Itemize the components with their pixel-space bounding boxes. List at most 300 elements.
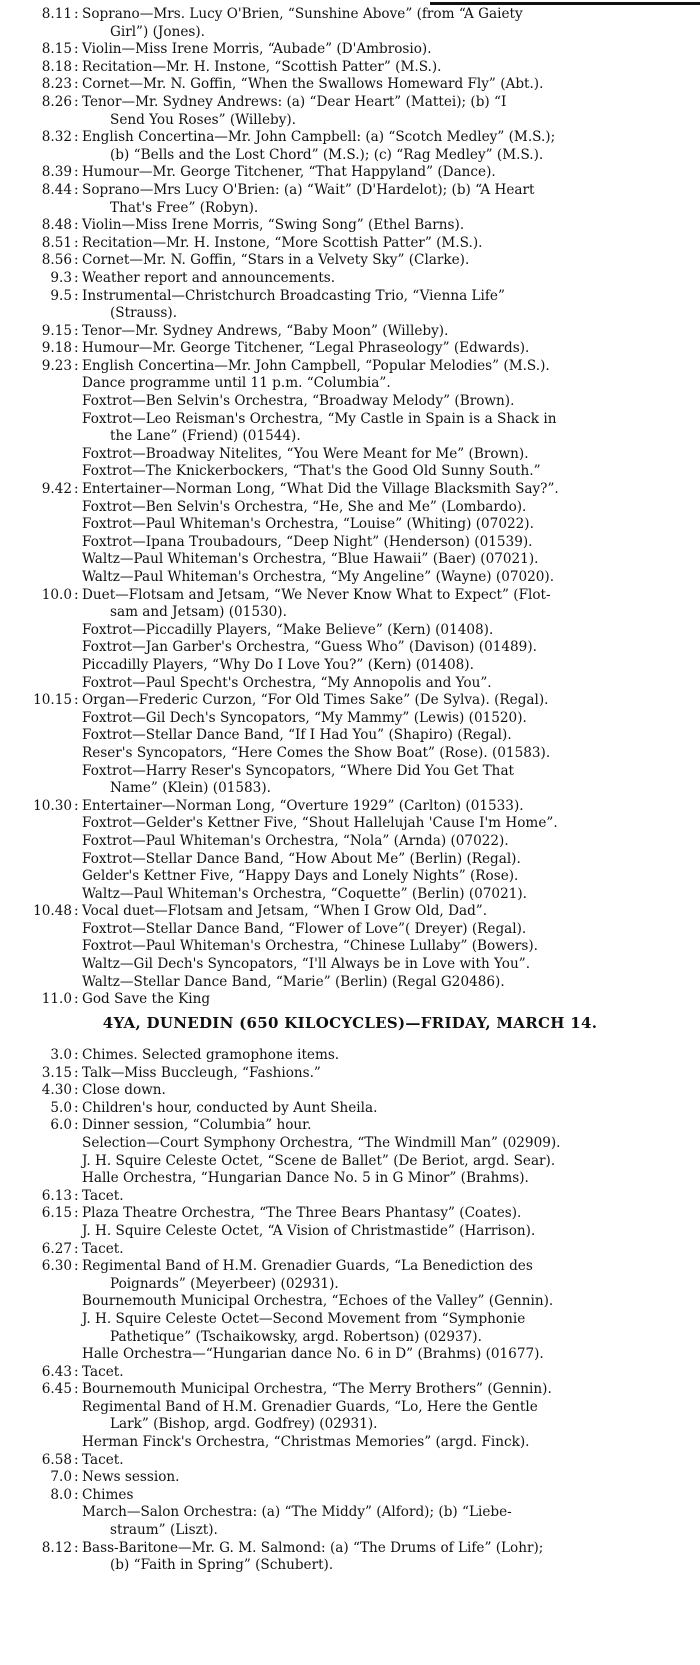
entry-line: Reser's Syncopators, “Here Comes the Show Boat” (Rose). (01583). [82, 744, 551, 761]
entry-text [82, 1540, 700, 1575]
entry-text [82, 446, 700, 464]
program-entry [0, 974, 700, 992]
program-entry [0, 252, 700, 270]
entry-text [82, 323, 700, 341]
program-entry [0, 393, 700, 411]
entry-line: Recitation—Mr. H. Instone, “Scottish Patter” (M.S.). [82, 58, 442, 75]
entry-line: Violin—Miss Irene Morris, “Aubade” (D'Ambrosio). [82, 41, 432, 58]
entry-time: 6.13 [41, 1187, 72, 1204]
program-entry [0, 1047, 700, 1065]
entry-text [82, 1135, 700, 1153]
entry-line: (b) “Bells and the Lost Chord” (M.S.); (c) “Rag Medley” (M.S.). [110, 146, 544, 163]
entry-line: Foxtrot—Stellar Dance Band, “Flower of Love”( Dreyer) (Regal). [82, 920, 527, 937]
entry-line: Soprano—Mrs. Lucy O'Brien, “Sunshine Above” (from “A Gaiety [82, 6, 523, 22]
entry-text [82, 1082, 700, 1100]
entry-text [82, 1504, 700, 1539]
entry-text [82, 340, 700, 358]
entry-line: J. H. Squire Celeste Octet, “Scene de Ballet” (De Beriot, argd. Sear). [82, 1152, 556, 1169]
entry-text [82, 1223, 700, 1241]
program-entry [0, 1082, 700, 1100]
time-separator: : [74, 6, 79, 22]
entry-line: English Concertina—Mr. John Campbell: (a) “Scotch Medley” (M.S.); [82, 129, 556, 146]
program-entry [0, 921, 700, 939]
time-separator: : [74, 93, 79, 110]
time-separator: : [74, 1469, 79, 1486]
entry-time: 8.39 [41, 164, 72, 181]
program-entry [0, 1346, 700, 1364]
entry-text [82, 1346, 700, 1364]
program-entry [0, 534, 700, 552]
entry-text [82, 288, 700, 323]
entry-text [82, 851, 700, 869]
entry-text [82, 639, 700, 657]
program-entry [0, 358, 700, 376]
program-entry [0, 1258, 700, 1293]
entry-time: 8.18 [41, 58, 72, 75]
entry-text [82, 798, 700, 816]
entry-time: 8.15 [41, 41, 72, 58]
entry-text [82, 1170, 700, 1188]
program-entry [0, 288, 700, 323]
entry-time: 8.26 [41, 93, 72, 110]
entry-text [82, 534, 700, 552]
program-entry [0, 235, 700, 253]
entry-line: Bass-Baritone—Mr. G. M. Salmond: (a) “The Drums of Life” (Lohr); [82, 1539, 544, 1556]
program-entry [0, 903, 700, 921]
entry-line: Tacet. [82, 1240, 124, 1257]
program-entry [0, 1241, 700, 1259]
entry-line: Bournemouth Municipal Orchestra, “The Merry Brothers” (Gennin). [82, 1381, 552, 1398]
entry-line: Vocal duet—Flotsam and Jetsam, “When I Grow Old, Dad”. [82, 903, 488, 920]
program-entry [0, 1223, 700, 1241]
entry-text [82, 763, 700, 798]
entry-text [82, 516, 700, 534]
entry-text [82, 1065, 700, 1083]
entry-line: Halle Orchestra, “Hungarian Dance No. 5 in G Minor” (Brahms). [82, 1170, 529, 1187]
program-entry [0, 411, 700, 446]
program-entry [0, 675, 700, 693]
entry-line: March—Salon Orchestra: (a) “The Middy” (Alford); (b) “Liebe- [82, 1504, 512, 1521]
entry-time: 10.30 [33, 797, 72, 814]
entry-line: Entertainer—Norman Long, “Overture 1929” (Carlton) (01533). [82, 797, 524, 814]
time-separator: : [74, 1205, 79, 1222]
entry-time: 8.23 [41, 76, 72, 93]
entry-text [82, 1205, 700, 1223]
entry-text [82, 393, 700, 411]
entry-time: 8.11 [41, 6, 72, 22]
entry-line: Pathetique” (Tschaikowsky, argd. Robertson) (02937). [110, 1328, 482, 1345]
entry-line: Foxtrot—Jan Garber's Orchestra, “Guess Who” (Davison) (01489). [82, 639, 537, 656]
entry-text [82, 6, 700, 41]
entry-text [82, 1452, 700, 1470]
entry-time: 9.42 [41, 481, 72, 498]
program-entry [0, 1311, 700, 1346]
entry-text [82, 94, 700, 129]
entry-line: Tenor—Mr. Sydney Andrews, “Baby Moon” (Willeby). [82, 322, 449, 339]
program-list-top [0, 6, 700, 1009]
entry-line: Tacet. [82, 1451, 124, 1468]
entry-text [82, 657, 700, 675]
entry-time: 3.0 [50, 1047, 72, 1063]
entry-line: Foxtrot—Paul Whiteman's Orchestra, “Louise” (Whiting) (07022). [82, 516, 534, 533]
program-entry [0, 851, 700, 869]
time-separator: : [74, 1064, 79, 1081]
program-entry [0, 727, 700, 745]
entry-time: 6.58 [41, 1451, 72, 1468]
program-entry [0, 1452, 700, 1470]
entry-line: Humour—Mr. George Titchener, “That Happyland” (Dance). [82, 164, 496, 181]
program-entry [0, 1205, 700, 1223]
time-separator: : [74, 1486, 79, 1503]
entry-line: Close down. [82, 1082, 166, 1099]
entry-line: Foxtrot—Ipana Troubadours, “Deep Night” (Henderson) (01539). [82, 533, 533, 550]
program-entry [0, 1293, 700, 1311]
entry-text [82, 463, 700, 481]
entry-line: Tacet. [82, 1187, 124, 1204]
entry-time: 6.30 [41, 1258, 72, 1275]
entry-time: 8.56 [41, 252, 72, 269]
program-entry [0, 463, 700, 481]
program-entry [0, 182, 700, 217]
program-entry [0, 956, 700, 974]
station-heading: 4YA, DUNEDIN (650 KILOCYCLES)—FRIDAY, MARCH 14. [102, 1014, 598, 1032]
entry-time: 8.44 [41, 181, 72, 198]
entry-line: Bournemouth Municipal Orchestra, “Echoes of the Valley” (Gennin). [82, 1293, 554, 1310]
entry-text [82, 921, 700, 939]
time-separator: : [74, 1363, 79, 1380]
program-entry [0, 833, 700, 851]
program-entry [0, 622, 700, 640]
entry-line: God Save the King [82, 991, 211, 1008]
entry-line: Regimental Band of H.M. Grenadier Guards, “Lo, Here the Gentle [82, 1398, 538, 1415]
entry-line: Foxtrot—Paul Specht's Orchestra, “My Annopolis and You”. [82, 674, 492, 691]
entry-line: Waltz—Gil Dech's Syncopators, “I'll Always be in Love with You”. [82, 956, 531, 973]
entry-line: Send You Roses” (Willeby). [110, 111, 297, 128]
entry-line: Halle Orchestra—“Hungarian dance No. 6 in D” (Brahms) (01677). [82, 1346, 544, 1363]
time-separator: : [74, 1451, 79, 1468]
entry-time: 8.12 [41, 1539, 72, 1556]
entry-line: Foxtrot—The Knickerbockers, “That's the Good Old Sunny South.” [82, 463, 541, 480]
entry-line: Recitation—Mr. H. Instone, “More Scottish Patter” (M.S.). [82, 234, 483, 251]
entry-text [82, 270, 700, 288]
time-separator: : [74, 1117, 79, 1134]
program-entry [0, 1135, 700, 1153]
time-separator: : [74, 181, 79, 198]
time-separator: : [74, 1258, 79, 1275]
time-separator: : [74, 41, 79, 58]
program-entry [0, 657, 700, 675]
entry-text [82, 217, 700, 235]
entry-line: Tacet. [82, 1363, 124, 1380]
time-separator: : [74, 269, 79, 286]
program-entry [0, 516, 700, 534]
entry-line: Foxtrot—Gelder's Kettner Five, “Shout Hallelujah 'Cause I'm Home”. [82, 815, 558, 832]
entry-text [82, 903, 700, 921]
entry-line: J. H. Squire Celeste Octet—Second Movement from “Symphonie [82, 1310, 526, 1327]
entry-text [82, 675, 700, 693]
entry-text [82, 41, 700, 59]
entry-time: 6.45 [41, 1381, 72, 1398]
entry-text [82, 727, 700, 745]
entry-time: 8.0 [50, 1486, 72, 1503]
entry-text [82, 974, 700, 992]
entry-line: Duet—Flotsam and Jetsam, “We Never Know What to Expect” (Flot- [82, 586, 551, 603]
program-entry [0, 59, 700, 77]
program-entry [0, 446, 700, 464]
entry-line: sam and Jetsam) (01530). [110, 604, 287, 621]
entry-line: Lark” (Bishop, argd. Godfrey) (02931). [110, 1416, 378, 1433]
program-entry [0, 1170, 700, 1188]
entry-line: That's Free” (Robyn). [110, 199, 259, 216]
time-separator: : [74, 58, 79, 75]
entry-time: 9.18 [41, 340, 72, 357]
entry-text [82, 1364, 700, 1382]
program-entry [0, 587, 700, 622]
entry-line: Instrumental—Christchurch Broadcasting Trio, “Vienna Life” [82, 287, 505, 304]
program-entry [0, 1153, 700, 1171]
program-entry [0, 1540, 700, 1575]
entry-text [82, 692, 700, 710]
entry-text [82, 182, 700, 217]
program-entry [0, 94, 700, 129]
time-separator: : [74, 1187, 79, 1204]
entry-line: Soprano—Mrs Lucy O'Brien: (a) “Wait” (D'Hardelot); (b) “A Heart [82, 181, 535, 198]
entry-text [82, 622, 700, 640]
entry-line: Selection—Court Symphony Orchestra, “The Windmill Man” (02909). [82, 1134, 561, 1151]
entry-time: 5.0 [50, 1099, 72, 1116]
entry-time: 7.0 [50, 1469, 72, 1486]
program-entry [0, 1117, 700, 1135]
entry-text [82, 499, 700, 517]
program-entry [0, 340, 700, 358]
time-separator: : [74, 1381, 79, 1398]
entry-time: 10.15 [33, 692, 72, 709]
entry-time: 6.15 [41, 1205, 72, 1222]
entry-line: Dance programme until 11 p.m. “Columbia”. [82, 375, 391, 392]
entry-line: Name” (Klein) (01583). [110, 780, 271, 797]
entry-time: 3.15 [41, 1064, 72, 1081]
entry-text [82, 991, 700, 1009]
entry-text [82, 815, 700, 833]
entry-text [82, 1399, 700, 1434]
entry-line: Cornet—Mr. N. Goffin, “Stars in a Velvety Sky” (Clarke). [82, 252, 470, 269]
program-entry [0, 1434, 700, 1452]
entry-text [82, 1153, 700, 1171]
entry-line: Herman Finck's Orchestra, “Christmas Memories” (argd. Finck). [82, 1434, 530, 1451]
program-entry [0, 6, 700, 41]
program-entry [0, 710, 700, 728]
entry-line: Violin—Miss Irene Morris, “Swing Song” (Ethel Barns). [82, 217, 465, 234]
entry-line: Foxtrot—Piccadilly Players, “Make Believe” (Kern) (01408). [82, 621, 494, 638]
program-entry [0, 798, 700, 816]
time-separator: : [74, 129, 79, 146]
entry-line: News session. [82, 1469, 180, 1486]
entry-text [82, 235, 700, 253]
entry-text [82, 1241, 700, 1259]
entry-time: 9.3 [50, 269, 72, 286]
program-entry [0, 886, 700, 904]
entry-line: Girl”) (Jones). [110, 23, 205, 40]
time-separator: : [74, 76, 79, 93]
time-separator: : [74, 1099, 79, 1116]
entry-line: Waltz—Paul Whiteman's Orchestra, “My Angeline” (Wayne) (07020). [82, 569, 555, 585]
entry-line: the Lane” (Friend) (01544). [110, 428, 301, 445]
entry-text [82, 1188, 700, 1206]
entry-line: Talk—Miss Buccleugh, “Fashions.” [82, 1064, 321, 1081]
entry-line: Plaza Theatre Orchestra, “The Three Bears Phantasy” (Coates). [82, 1205, 522, 1222]
entry-line: Waltz—Paul Whiteman's Orchestra, “Coquette” (Berlin) (07021). [82, 885, 527, 902]
entry-line: Foxtrot—Ben Selvin's Orchestra, “He, She and Me” (Lombardo). [82, 498, 527, 515]
entry-text [82, 411, 700, 446]
entry-time: 6.0 [50, 1117, 72, 1134]
entry-time: 9.23 [41, 357, 72, 374]
entry-line: Waltz—Paul Whiteman's Orchestra, “Blue Hawaii” (Baer) (07021). [82, 551, 539, 568]
program-entry [0, 41, 700, 59]
entry-text [82, 1311, 700, 1346]
entry-text [82, 886, 700, 904]
time-separator: : [74, 991, 79, 1008]
program-entry [0, 76, 700, 94]
entry-line: Foxtrot—Paul Whiteman's Orchestra, “Nola” (Arnda) (07022). [82, 832, 509, 849]
program-entry [0, 938, 700, 956]
entry-time: 8.32 [41, 129, 72, 146]
program-entry [0, 129, 700, 164]
entry-time: 6.27 [41, 1240, 72, 1257]
program-entry [0, 1381, 700, 1399]
entry-line: Organ—Frederic Curzon, “For Old Times Sake” (De Sylva). (Regal). [82, 692, 549, 709]
entry-line: English Concertina—Mr. John Campbell, “Popular Melodies” (M.S.). [82, 357, 550, 374]
time-separator: : [74, 164, 79, 181]
entry-text [82, 358, 700, 376]
time-separator: : [74, 322, 79, 339]
entry-line: Foxtrot—Gil Dech's Syncopators, “My Mammy” (Lewis) (01520). [82, 709, 527, 726]
entry-line: Regimental Band of H.M. Grenadier Guards, “La Benediction des [82, 1258, 533, 1275]
entry-text [82, 252, 700, 270]
time-separator: : [74, 481, 79, 498]
time-separator: : [74, 903, 79, 920]
time-separator: : [74, 692, 79, 709]
program-list-dunedin [0, 1047, 700, 1575]
entry-time: 9.15 [41, 322, 72, 339]
entry-line: Waltz—Stellar Dance Band, “Marie” (Berlin) (Regal G20486). [82, 973, 505, 990]
program-entry [0, 270, 700, 288]
time-separator: : [74, 1082, 79, 1099]
time-separator: : [74, 252, 79, 269]
program-entry [0, 551, 700, 569]
entry-text [82, 868, 700, 886]
entry-line: J. H. Squire Celeste Octet, “A Vision of Christmastide” (Harrison). [82, 1222, 536, 1239]
entry-time: 4.30 [41, 1082, 72, 1099]
entry-text [82, 551, 700, 569]
entry-line: Chimes [82, 1486, 134, 1503]
program-entry [0, 1065, 700, 1083]
program-entry [0, 164, 700, 182]
program-entry [0, 323, 700, 341]
time-separator: : [74, 234, 79, 251]
entry-text [82, 569, 700, 587]
entry-text [82, 76, 700, 94]
program-entry [0, 815, 700, 833]
entry-line: Foxtrot—Stellar Dance Band, “If I Had You” (Shapiro) (Regal). [82, 727, 512, 744]
program-entry [0, 1399, 700, 1434]
entry-line: Gelder's Kettner Five, “Happy Days and Lonely Nights” (Rose). [82, 868, 519, 885]
entry-line: Piccadilly Players, “Why Do I Love You?” (Kern) (01408). [82, 656, 474, 673]
entry-text [82, 129, 700, 164]
program-entry [0, 481, 700, 499]
entry-text [82, 587, 700, 622]
entry-line: Entertainer—Norman Long, “What Did the Village Blacksmith Say?”. [82, 481, 559, 498]
time-separator: : [74, 586, 79, 603]
entry-text [82, 938, 700, 956]
program-entry [0, 692, 700, 710]
entry-line: Chimes. Selected gramophone items. [82, 1047, 340, 1063]
entry-line: (Strauss). [110, 305, 178, 322]
program-entry [0, 1364, 700, 1382]
entry-text [82, 1293, 700, 1311]
entry-line: Tenor—Mr. Sydney Andrews: (a) “Dear Heart” (Mattei); (b) “I [82, 93, 507, 110]
entry-text [82, 59, 700, 77]
entry-time: 10.0 [41, 586, 72, 603]
entry-text [82, 1258, 700, 1293]
program-entry [0, 763, 700, 798]
entry-time: 8.51 [41, 234, 72, 251]
entry-text [82, 833, 700, 851]
program-entry [0, 1504, 700, 1539]
entry-line: Humour—Mr. George Titchener, “Legal Phraseology” (Edwards). [82, 340, 530, 357]
entry-text [82, 1047, 700, 1065]
top-rule [430, 2, 700, 5]
entry-line: Foxtrot—Stellar Dance Band, “How About Me” (Berlin) (Regal). [82, 850, 521, 867]
time-separator: : [74, 340, 79, 357]
entry-line: Foxtrot—Ben Selvin's Orchestra, “Broadway Melody” (Brown). [82, 393, 515, 410]
time-separator: : [74, 1240, 79, 1257]
entry-text [82, 1381, 700, 1399]
entry-line: Poignards” (Meyerbeer) (02931). [110, 1275, 339, 1292]
entry-line: Children's hour, conducted by Aunt Sheila. [82, 1099, 378, 1116]
entry-text [82, 710, 700, 728]
entry-line: Cornet—Mr. N. Goffin, “When the Swallows Homeward Fly” (Abt.). [82, 76, 544, 93]
entry-time: 11.0 [41, 991, 72, 1008]
entry-time: 10.48 [33, 903, 72, 920]
entry-text [82, 164, 700, 182]
entry-text [82, 1117, 700, 1135]
time-separator: : [74, 1047, 79, 1063]
program-entry [0, 217, 700, 235]
entry-text [82, 481, 700, 499]
entry-text [82, 1434, 700, 1452]
entry-text [82, 1487, 700, 1505]
time-separator: : [74, 217, 79, 234]
program-entry [0, 991, 700, 1009]
entry-text [82, 375, 700, 393]
entry-line: (b) “Faith in Spring” (Schubert). [110, 1557, 334, 1574]
program-entry [0, 1469, 700, 1487]
entry-text [82, 956, 700, 974]
entry-line: Foxtrot—Broadway Nitelites, “You Were Meant for Me” (Brown). [82, 445, 529, 462]
program-entry [0, 1188, 700, 1206]
program-entry [0, 375, 700, 393]
time-separator: : [74, 1539, 79, 1556]
entry-line: Dinner session, “Columbia” hour. [82, 1117, 312, 1134]
program-entry [0, 499, 700, 517]
entry-line: Foxtrot—Leo Reisman's Orchestra, “My Castle in Spain is a Shack in [82, 410, 557, 427]
entry-line: Weather report and announcements. [82, 269, 336, 286]
program-entry [0, 569, 700, 587]
entry-time: 8.48 [41, 217, 72, 234]
entry-text [82, 745, 700, 763]
time-separator: : [74, 287, 79, 304]
program-entry [0, 1100, 700, 1118]
